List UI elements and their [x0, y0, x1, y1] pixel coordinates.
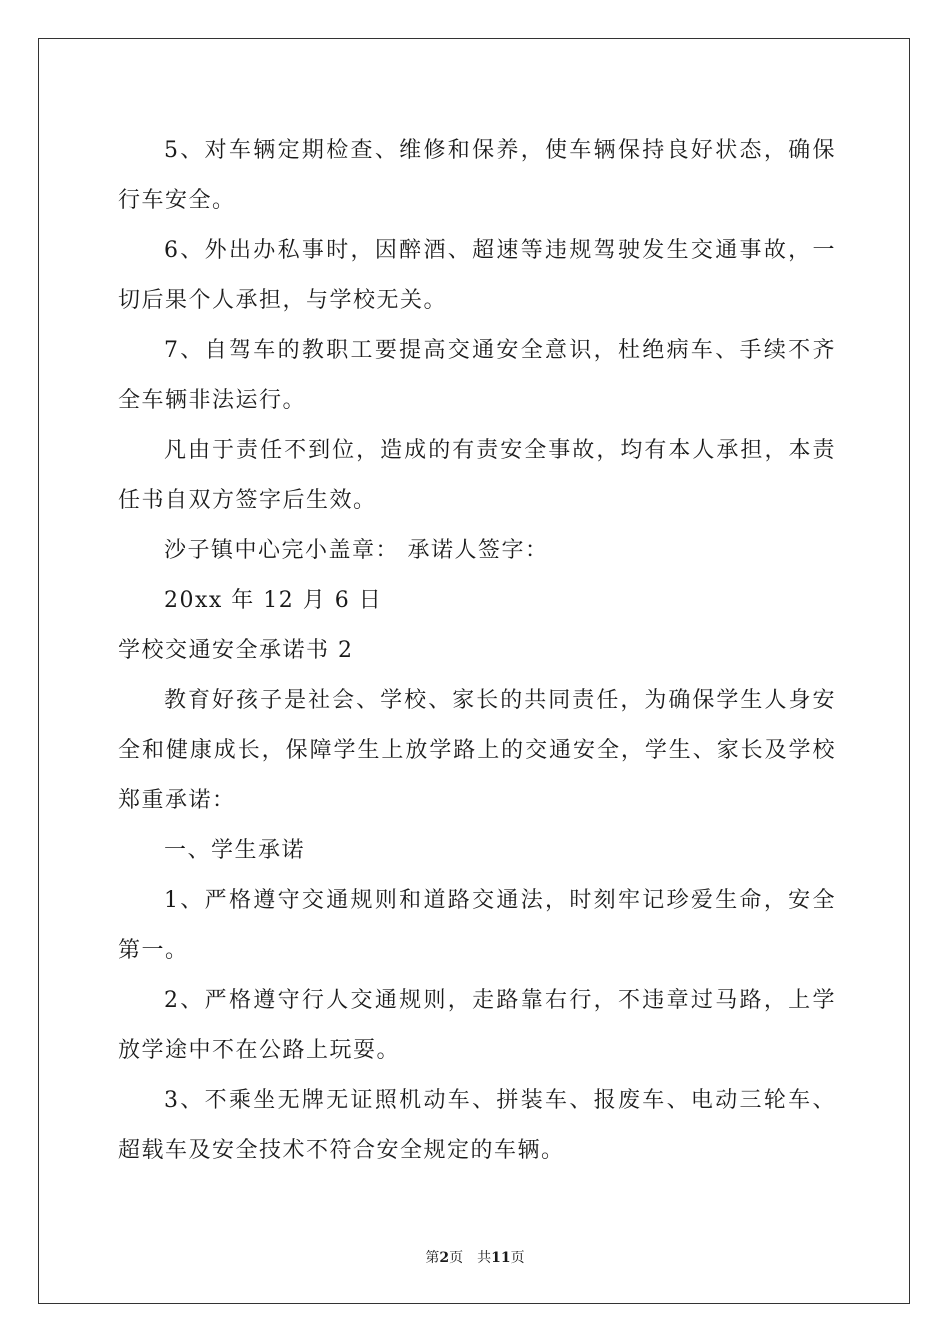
footer-total-suffix: 页	[510, 1250, 525, 1266]
pledge-item-3: 3、不乘坐无牌无证照机动车、拼装车、报废车、电动三轮车、超载车及安全技术不符合安全规定的车辆。	[118, 1088, 836, 1163]
signature-line: 沙子镇中心完小盖章： 承诺人签字：	[164, 538, 549, 563]
page-footer	[0, 1247, 950, 1267]
footer-page-number: 2	[439, 1250, 450, 1266]
footer-total-prefix: 共	[477, 1250, 492, 1266]
footer-page-prefix: 第	[425, 1250, 440, 1266]
pledge-item-1: 1、严格遵守交通规则和道路交通法，时刻牢记珍爱生命，安全第一。	[118, 888, 836, 963]
paragraph-item-7: 7、自驾车的教职工要提高交通安全意识，杜绝病车、手续不齐全车辆非法运行。	[118, 338, 836, 413]
paragraph-intro: 教育好孩子是社会、学校、家长的共同责任，为确保学生人身安全和健康成长，保障学生上放学路上的交通安全，学生、家长及学校郑重承诺：	[118, 688, 836, 813]
section-heading-student-pledge: 一、学生承诺	[164, 838, 306, 863]
paragraph-responsibility: 凡由于责任不到位，造成的有责安全事故，均有本人承担，本责任书自双方签字后生效。	[118, 438, 836, 513]
paragraph-item-5: 5、对车辆定期检查、维修和保养，使车辆保持良好状态，确保行车安全。	[118, 138, 836, 213]
footer-page-suffix: 页	[449, 1250, 464, 1266]
section-title: 学校交通安全承诺书 2	[118, 638, 354, 663]
footer-total-number: 11	[491, 1250, 511, 1266]
paragraph-item-6: 6、外出办私事时，因醉酒、超速等违规驾驶发生交通事故，一切后果个人承担，与学校无关。	[118, 238, 836, 313]
date-line: 20xx 年 12 月 6 日	[164, 588, 383, 613]
document-body	[118, 126, 836, 1176]
pledge-item-2: 2、严格遵守行人交通规则，走路靠右行，不违章过马路，上学放学途中不在公路上玩耍。	[118, 988, 836, 1063]
